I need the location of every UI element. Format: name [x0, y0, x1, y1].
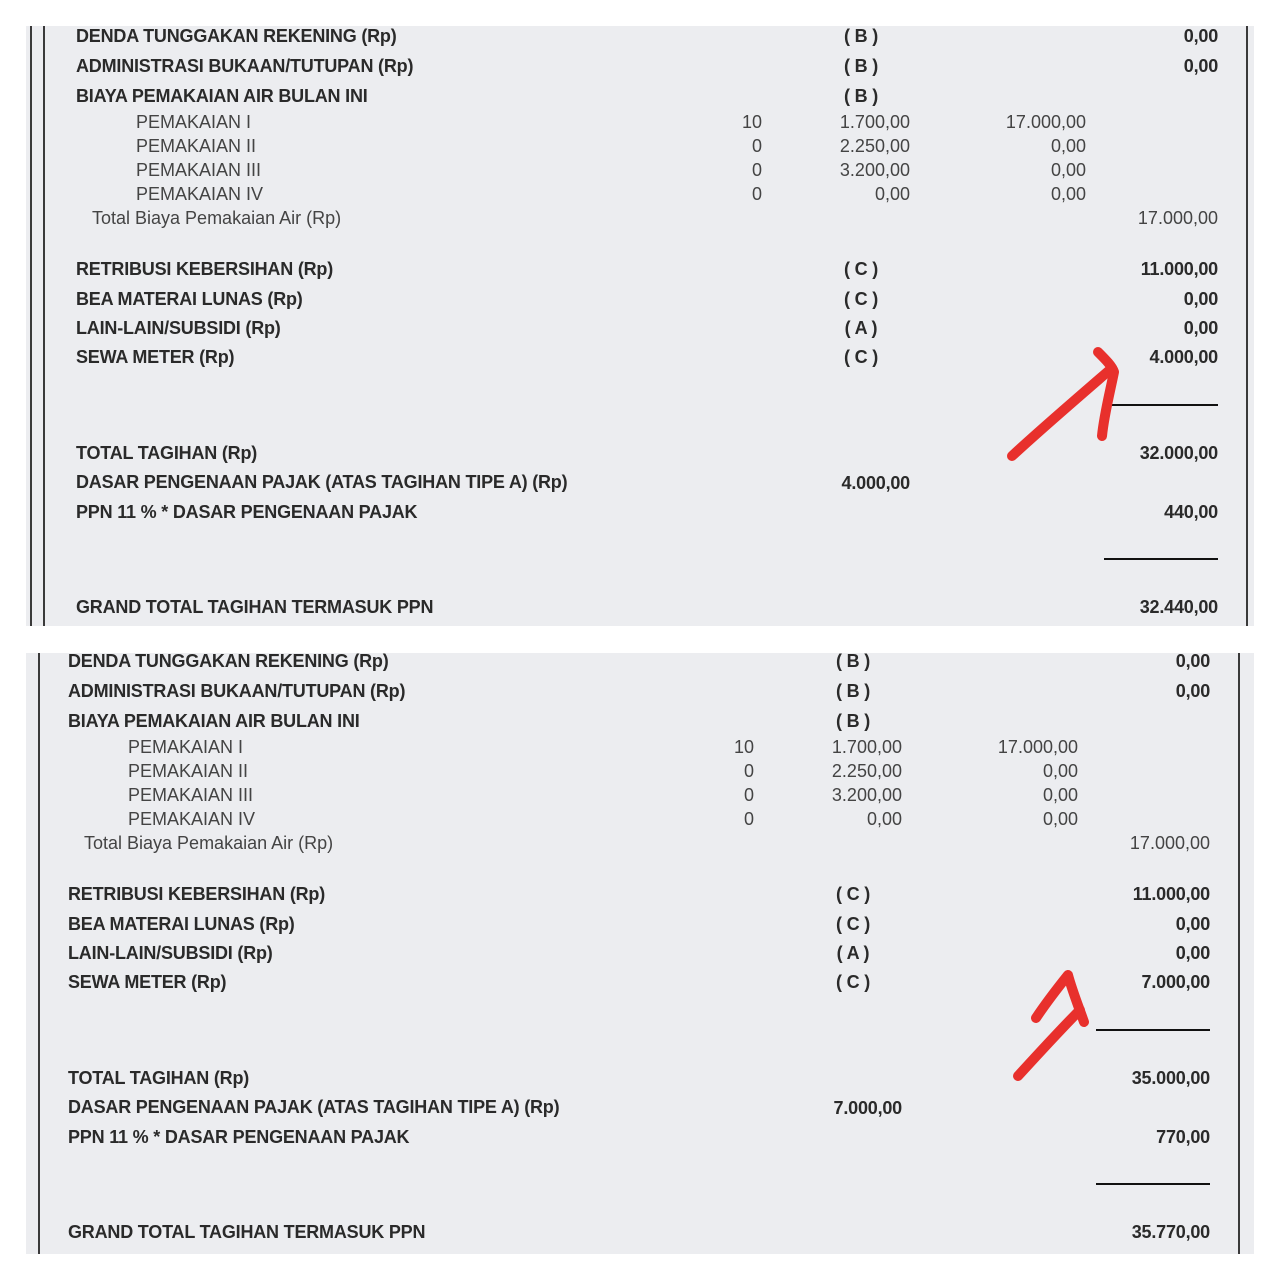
biaya-label: BIAYA PEMAKAIAN AIR BULAN INI	[68, 711, 360, 731]
retribusi-code: ( C )	[844, 259, 878, 279]
grand-total-label: GRAND TOTAL TAGIHAN TERMASUK PPN	[68, 1222, 426, 1242]
usage-qty: 0	[751, 136, 762, 156]
sewa-value: 4.000,00	[1149, 347, 1218, 367]
bea-code: ( C )	[836, 914, 870, 934]
admin-value: 0,00	[1183, 56, 1218, 76]
usage-label: PEMAKAIAN II	[128, 761, 249, 781]
retribusi-label: RETRIBUSI KEBERSIHAN (Rp)	[68, 884, 326, 904]
usage-amount: 0,00	[1050, 136, 1086, 156]
total-air-label: Total Biaya Pemakaian Air (Rp)	[92, 208, 342, 228]
total-rule	[1104, 558, 1218, 560]
sewa-label: SEWA METER (Rp)	[76, 347, 235, 367]
usage-amount: 0,00	[1050, 184, 1086, 204]
usage-label: PEMAKAIAN IV	[136, 184, 264, 204]
total-air-value: 17.000,00	[1137, 208, 1218, 228]
denda-label: DENDA TUNGGAKAN REKENING (Rp)	[76, 26, 397, 46]
denda-code: ( B )	[836, 653, 870, 671]
usage-rate: 3.200,00	[831, 785, 902, 805]
lain-code: ( A )	[844, 318, 878, 338]
usage-qty: 0	[751, 160, 762, 180]
lain-label: LAIN-LAIN/SUBSIDI (Rp)	[68, 943, 273, 963]
ppn-value: 770,00	[1156, 1127, 1210, 1147]
sewa-code: ( C )	[836, 972, 870, 992]
denda-label: DENDA TUNGGAKAN REKENING (Rp)	[68, 653, 389, 671]
sewa-label: SEWA METER (Rp)	[68, 972, 227, 992]
bea-label: BEA MATERAI LUNAS (Rp)	[68, 914, 295, 934]
lain-code: ( A )	[836, 943, 870, 963]
usage-amount: 0,00	[1050, 160, 1086, 180]
usage-amount: 17.000,00	[1005, 112, 1086, 132]
bea-value: 0,00	[1183, 289, 1218, 309]
usage-qty: 0	[751, 184, 762, 204]
bill-screenshot-top	[26, 26, 1254, 626]
usage-qty: 0	[743, 809, 754, 829]
usage-rate: 1.700,00	[839, 112, 910, 132]
denda-value: 0,00	[1183, 26, 1218, 46]
usage-rate: 0,00	[874, 184, 910, 204]
dasar-label: DASAR PENGENAAN PAJAK (ATAS TAGIHAN TIPE A) (Rp)	[76, 472, 568, 492]
biaya-code: ( B )	[836, 711, 870, 731]
usage-amount: 0,00	[1042, 785, 1078, 805]
admin-code: ( B )	[836, 681, 870, 701]
total-value: 32.000,00	[1139, 443, 1218, 463]
admin-code: ( B )	[844, 56, 878, 76]
usage-qty: 0	[743, 761, 754, 781]
usage-rate: 1.700,00	[831, 737, 902, 757]
grand-total-value: 32.440,00	[1139, 597, 1218, 617]
usage-qty: 0	[743, 785, 754, 805]
retribusi-label: RETRIBUSI KEBERSIHAN (Rp)	[76, 259, 334, 279]
usage-label: PEMAKAIAN III	[128, 785, 254, 805]
right-border	[1246, 26, 1248, 626]
bea-label: BEA MATERAI LUNAS (Rp)	[76, 289, 303, 309]
subtotal-rule	[1104, 404, 1218, 406]
total-rule	[1096, 1183, 1210, 1185]
grand-total-value: 35.770,00	[1131, 1222, 1210, 1242]
usage-rate: 3.200,00	[839, 160, 910, 180]
total-value: 35.000,00	[1131, 1068, 1210, 1088]
admin-value: 0,00	[1175, 681, 1210, 701]
ppn-label: PPN 11 % * DASAR PENGENAAN PAJAK	[76, 502, 418, 522]
total-label: TOTAL TAGIHAN (Rp)	[76, 443, 258, 463]
bea-value: 0,00	[1175, 914, 1210, 934]
admin-label: ADMINISTRASI BUKAAN/TUTUPAN (Rp)	[76, 56, 414, 76]
denda-value: 0,00	[1175, 653, 1210, 671]
lain-value: 0,00	[1183, 318, 1218, 338]
usage-label: PEMAKAIAN I	[136, 112, 252, 132]
biaya-code: ( B )	[844, 86, 878, 106]
usage-label: PEMAKAIAN I	[128, 737, 244, 757]
usage-label: PEMAKAIAN II	[136, 136, 257, 156]
dasar-value: 7.000,00	[833, 1098, 902, 1118]
sewa-code: ( C )	[844, 347, 878, 367]
usage-qty: 10	[733, 737, 754, 757]
left-border	[30, 26, 32, 626]
ppn-label: PPN 11 % * DASAR PENGENAAN PAJAK	[68, 1127, 410, 1147]
inner-left-border	[43, 26, 45, 626]
retribusi-value: 11.000,00	[1140, 259, 1218, 279]
grand-total-label: GRAND TOTAL TAGIHAN TERMASUK PPN	[76, 597, 434, 617]
left-border	[38, 653, 40, 1254]
right-border	[1238, 653, 1240, 1254]
dasar-label: DASAR PENGENAAN PAJAK (ATAS TAGIHAN TIPE A) (Rp)	[68, 1097, 560, 1117]
usage-label: PEMAKAIAN IV	[128, 809, 256, 829]
total-air-value: 17.000,00	[1129, 833, 1210, 853]
usage-rate: 2.250,00	[831, 761, 902, 781]
lain-value: 0,00	[1175, 943, 1210, 963]
retribusi-value: 11.000,00	[1132, 884, 1210, 904]
total-air-label: Total Biaya Pemakaian Air (Rp)	[84, 833, 334, 853]
usage-amount: 0,00	[1042, 809, 1078, 829]
sewa-value: 7.000,00	[1141, 972, 1210, 992]
admin-label: ADMINISTRASI BUKAAN/TUTUPAN (Rp)	[68, 681, 406, 701]
subtotal-rule	[1096, 1029, 1210, 1031]
bill-screenshot-bottom	[26, 653, 1254, 1254]
retribusi-code: ( C )	[836, 884, 870, 904]
usage-amount: 17.000,00	[997, 737, 1078, 757]
dasar-value: 4.000,00	[841, 473, 910, 493]
biaya-label: BIAYA PEMAKAIAN AIR BULAN INI	[76, 86, 368, 106]
usage-rate: 0,00	[866, 809, 902, 829]
lain-label: LAIN-LAIN/SUBSIDI (Rp)	[76, 318, 281, 338]
denda-code: ( B )	[844, 26, 878, 46]
usage-rate: 2.250,00	[839, 136, 910, 156]
usage-qty: 10	[741, 112, 762, 132]
total-label: TOTAL TAGIHAN (Rp)	[68, 1068, 250, 1088]
bea-code: ( C )	[844, 289, 878, 309]
usage-amount: 0,00	[1042, 761, 1078, 781]
ppn-value: 440,00	[1164, 502, 1218, 522]
usage-label: PEMAKAIAN III	[136, 160, 262, 180]
